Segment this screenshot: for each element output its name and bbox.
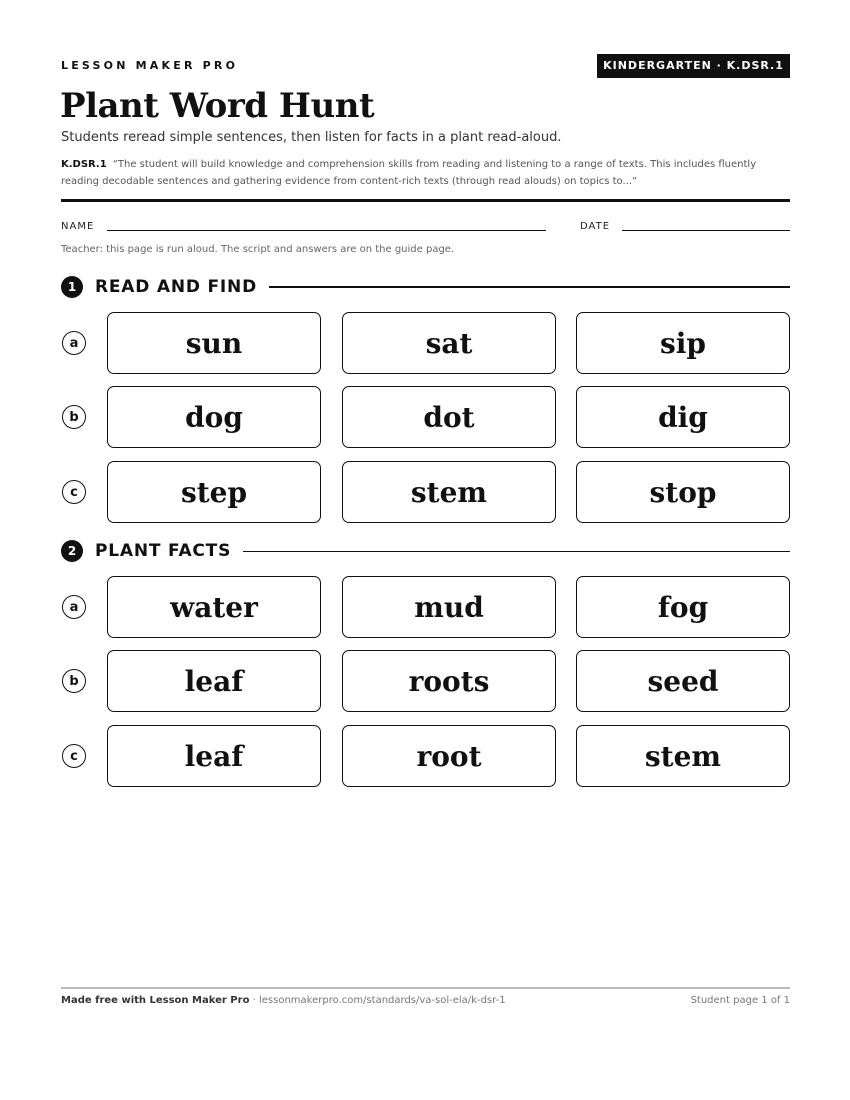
word-card[interactable]: leaf xyxy=(107,725,321,787)
footer-credit xyxy=(61,995,506,1006)
word-card[interactable]: dot xyxy=(342,386,556,448)
word-card[interactable]: water xyxy=(107,576,321,638)
date-label: DATE xyxy=(580,221,611,232)
word-row xyxy=(61,386,790,448)
section-number-badge: 1 xyxy=(61,276,83,298)
row-letter: c xyxy=(62,744,86,768)
footer-url[interactable]: · lessonmakerpro.com/standards/va-sol-ela/k-dsr-1 xyxy=(249,995,506,1006)
word-card[interactable]: sat xyxy=(342,312,556,374)
word-row xyxy=(61,576,790,638)
word-card[interactable]: stop xyxy=(576,461,790,523)
name-write-line[interactable] xyxy=(107,230,546,231)
footer-divider xyxy=(61,987,790,989)
word-card[interactable]: leaf xyxy=(107,650,321,712)
word-card[interactable]: seed xyxy=(576,650,790,712)
word-card[interactable]: sip xyxy=(576,312,790,374)
section-header-plant-facts xyxy=(61,539,790,563)
row-letter: b xyxy=(62,669,86,693)
section-header-read-and-find xyxy=(61,275,790,299)
word-row xyxy=(61,650,790,712)
date-write-line[interactable] xyxy=(622,230,790,231)
word-card[interactable]: step xyxy=(107,461,321,523)
section-title: READ AND FIND xyxy=(95,277,257,297)
grade-standard-badge: KINDERGARTEN · K.DSR.1 xyxy=(597,54,790,78)
standard-code: K.DSR.1 xyxy=(61,159,107,170)
section-number-badge: 2 xyxy=(61,540,83,562)
word-row xyxy=(61,461,790,523)
teacher-note: Teacher: this page is run aloud. The script and answers are on the guide page. xyxy=(61,244,455,255)
name-label: NAME xyxy=(61,221,95,232)
word-card[interactable]: stem xyxy=(576,725,790,787)
section-divider xyxy=(269,286,790,288)
row-letter: c xyxy=(62,480,86,504)
brand-label: LESSON MAKER PRO xyxy=(61,59,239,72)
word-card[interactable]: mud xyxy=(342,576,556,638)
word-card[interactable]: sun xyxy=(107,312,321,374)
word-card[interactable]: dog xyxy=(107,386,321,448)
word-card[interactable]: fog xyxy=(576,576,790,638)
section-title: PLANT FACTS xyxy=(95,541,232,561)
section-divider xyxy=(243,551,790,552)
row-letter: a xyxy=(62,331,86,355)
word-card[interactable]: root xyxy=(342,725,556,787)
standard-text: “The student will build knowledge and comprehension skills from reading and listening to a range of texts. This includes fluently reading decodable sentences and gathering evidence from content-rich texts (through read alouds) on topics to...” xyxy=(61,159,757,187)
footer-made-with: Made free with Lesson Maker Pro xyxy=(61,995,250,1006)
header-divider xyxy=(61,199,790,202)
footer-page-number: Student page 1 of 1 xyxy=(690,995,790,1006)
word-card[interactable]: dig xyxy=(576,386,790,448)
word-row xyxy=(61,725,790,787)
standard-description xyxy=(61,156,781,190)
page-subtitle: Students reread simple sentences, then listen for facts in a plant read-aloud. xyxy=(61,130,562,145)
word-card[interactable]: roots xyxy=(342,650,556,712)
word-card[interactable]: stem xyxy=(342,461,556,523)
row-letter: b xyxy=(62,405,86,429)
word-row xyxy=(61,312,790,374)
page-title: Plant Word Hunt xyxy=(60,86,375,126)
row-letter: a xyxy=(62,595,86,619)
